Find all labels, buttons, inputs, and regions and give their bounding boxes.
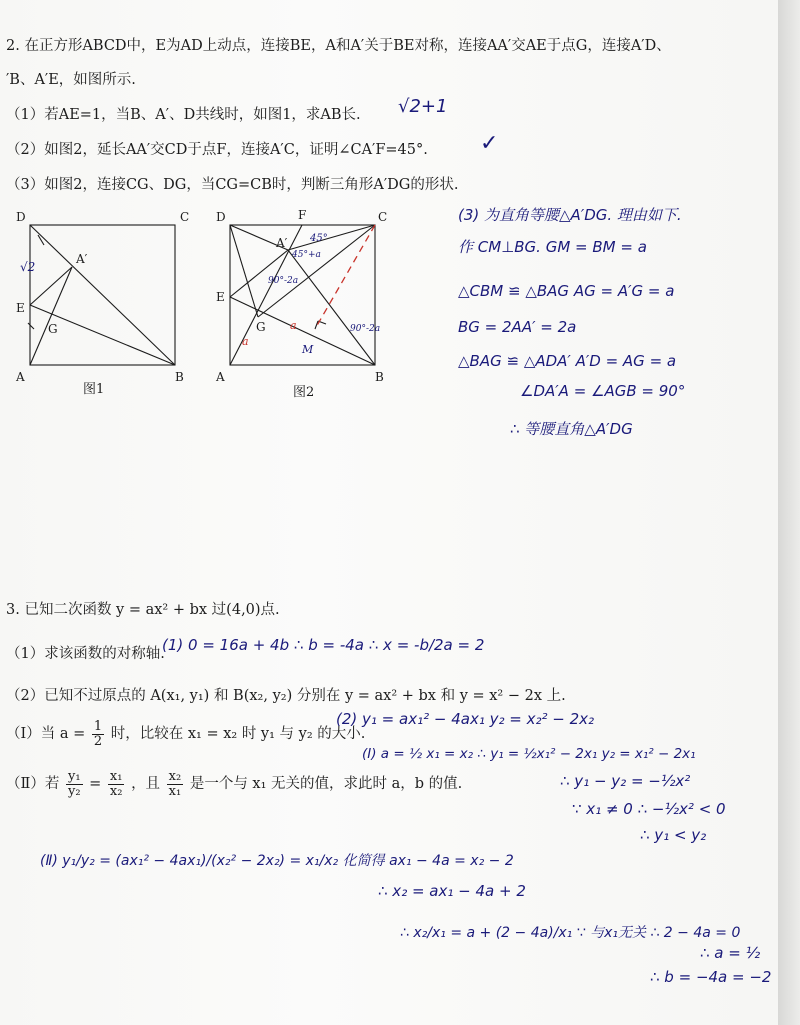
hw-q3-h6: (Ⅱ) y₁/y₂ = (ax₁² − 4ax₁)/(x₂² − 2x₂) = x₁/x₂ 化简得 ax₁ − 4a = x₂ − 2 xyxy=(40,853,514,869)
p3-sub1-suffix: 时，比较在 x₁ = x₂ 时 y₁ 与 y₂ 的大小. xyxy=(110,726,366,743)
p2-part3: （3）如图2，连接CG、DG，当CG=CB时，判断三角形A′DG的形状. xyxy=(6,177,459,193)
p3-sub1 xyxy=(6,720,365,748)
fig2-label-a: A xyxy=(216,370,225,384)
hw-q3-h3: ∴ y₁ − y₂ = −½x² xyxy=(560,772,691,790)
frac-num: x₁ xyxy=(109,769,123,784)
frac-num: x₂ xyxy=(168,769,182,784)
p3-part1: （1）求该函数的对称轴. xyxy=(6,646,165,662)
p3-sub2-mid: ，且 xyxy=(131,776,161,793)
p2-stem-2: ′B、A′E，如图所示. xyxy=(6,72,136,88)
fig2-label-m: M xyxy=(302,343,314,356)
p2-stem-1: 2. 在正方形ABCD中，E为AD上动点，连接BE，A和A′关于BE对称，连接AA′交AE于点G，连接A′D、 xyxy=(6,38,671,54)
frac-den: y₂ xyxy=(67,783,81,799)
hw-q2-line: (3) 为直角等腰△A′DG. 理由如下. xyxy=(458,206,682,224)
fig1-label-g: G xyxy=(48,322,58,336)
hw-q3-h9: ∴ a = ½ xyxy=(700,944,761,962)
fig1-label-d: D xyxy=(16,210,26,224)
hw-q3-h8: ∴ x₂/x₁ = a + (2 − 4a)/x₁ ∵ 与x₁无关 ∴ 2 − 4a = 0 xyxy=(400,925,741,941)
line-aap xyxy=(30,267,72,365)
p3-sub2-suffix: 是一个与 x₁ 无关的值，求此时 a，b 的值. xyxy=(189,776,463,793)
fig2-angle-45: 45° xyxy=(310,233,328,244)
line-apc xyxy=(288,225,375,250)
hw-q3-h2: (Ⅰ) a = ½ x₁ = x₂ ∴ y₁ = ½x₁² − 2x₁ y₂ = x₁² − 2x₁ xyxy=(362,746,696,762)
fig1-label-a: A xyxy=(16,370,25,384)
hw-q2-line: △CBM ≌ △BAG AG = A′G = a xyxy=(458,282,675,300)
hw-q3-h10: ∴ b = −4a = −2 xyxy=(650,968,772,986)
p3-sub2-frac3 xyxy=(167,770,184,798)
p3-sub1-frac xyxy=(92,720,104,748)
p3-sub2-prefix: （Ⅱ）若 xyxy=(6,776,60,793)
fig2-seg-a-1: a xyxy=(242,335,249,348)
hw-q3-h4: ∵ x₁ ≠ 0 ∴ −½x² < 0 xyxy=(572,800,726,818)
p3-sub2-frac1 xyxy=(66,770,83,798)
fig2-label-e: E xyxy=(216,290,225,304)
background-edge xyxy=(778,0,800,1025)
diagonal-db xyxy=(30,225,175,365)
figure-2 xyxy=(210,205,400,395)
p3-sub2-frac2 xyxy=(108,770,125,798)
check-mark: ✓ xyxy=(480,131,499,156)
hw-q2-line: BG = 2AA′ = 2a xyxy=(458,318,577,336)
fig2-label-d: D xyxy=(216,210,226,224)
fig2-label-b: B xyxy=(375,370,384,384)
p3-sub2-eq: = xyxy=(89,776,102,793)
fig1-caption: 图1 xyxy=(83,382,105,397)
fig1-label-b: B xyxy=(175,370,184,384)
hw-q2-line: △BAG ≌ △ADA′ A′D = AG = a xyxy=(458,352,677,370)
figure-1 xyxy=(10,205,200,395)
fig2-angle-45a: 45°+a xyxy=(292,250,321,260)
fig1-label-e: E xyxy=(16,301,25,315)
hw-q2-line: 作 CM⊥BG. GM = BM = a xyxy=(458,238,647,256)
p3-stem: 3. 已知二次函数 y = ax² + bx 过(4,0)点. xyxy=(6,602,280,618)
fig1-label-ap: A′ xyxy=(76,252,88,266)
line-af xyxy=(230,225,302,365)
frac-num: 1 xyxy=(93,719,103,734)
hw-q3-h1: (2) y₁ = ax₁² − 4ax₁ y₂ = x₂² − 2x₂ xyxy=(336,710,595,728)
frac-den: x₁ xyxy=(168,783,182,799)
fig2-label-c: C xyxy=(378,210,388,224)
fig2-angle-902a: 90°-2a xyxy=(268,276,299,286)
fig1-label-c: C xyxy=(180,210,190,224)
fig2-seg-a-2: a xyxy=(290,319,297,332)
hw-q2-line: ∠DA′A = ∠AGB = 90° xyxy=(520,382,686,400)
frac-num: y₁ xyxy=(67,769,81,784)
fig2-angle-902a-2: 90°-2a xyxy=(350,324,381,334)
hw-q3-h5: ∴ y₁ < y₂ xyxy=(640,826,707,844)
frac-den: 2 xyxy=(93,733,103,749)
fig2-label-ap: A′ xyxy=(276,236,288,250)
hw-q2-line: ∴ 等腰直角△A′DG xyxy=(510,420,633,438)
fig2-label-g: G xyxy=(256,320,266,334)
p3-sub2 xyxy=(6,770,462,798)
p2-part1-answer: √2+1 xyxy=(398,96,448,117)
fig2-label-f: F xyxy=(298,208,307,222)
p2-part2: （2）如图2，延长AA′交CD于点F，连接A′C，证明∠CA′F=45°. xyxy=(6,142,428,158)
p3-part1-answer: (1) 0 = 16a + 4b ∴ b = -4a ∴ x = -b/2a = 2 xyxy=(162,636,485,654)
fig2-caption: 图2 xyxy=(293,385,315,400)
fig1-mark: √2 xyxy=(20,260,36,274)
p2-part1: （1）若AE=1，当B、A′、D共线时，如图1，求AB长. xyxy=(6,107,361,123)
p3-part2: （2）已知不过原点的 A(x₁, y₁) 和 B(x₂, y₂) 分别在 y = ax² + bx 和 y = x² − 2x 上. xyxy=(6,688,566,704)
frac-den: x₂ xyxy=(109,783,123,799)
hw-q3-h7: ∴ x₂ = ax₁ − 4a + 2 xyxy=(378,882,526,900)
p3-sub1-prefix: （Ⅰ）当 a = xyxy=(6,726,86,743)
